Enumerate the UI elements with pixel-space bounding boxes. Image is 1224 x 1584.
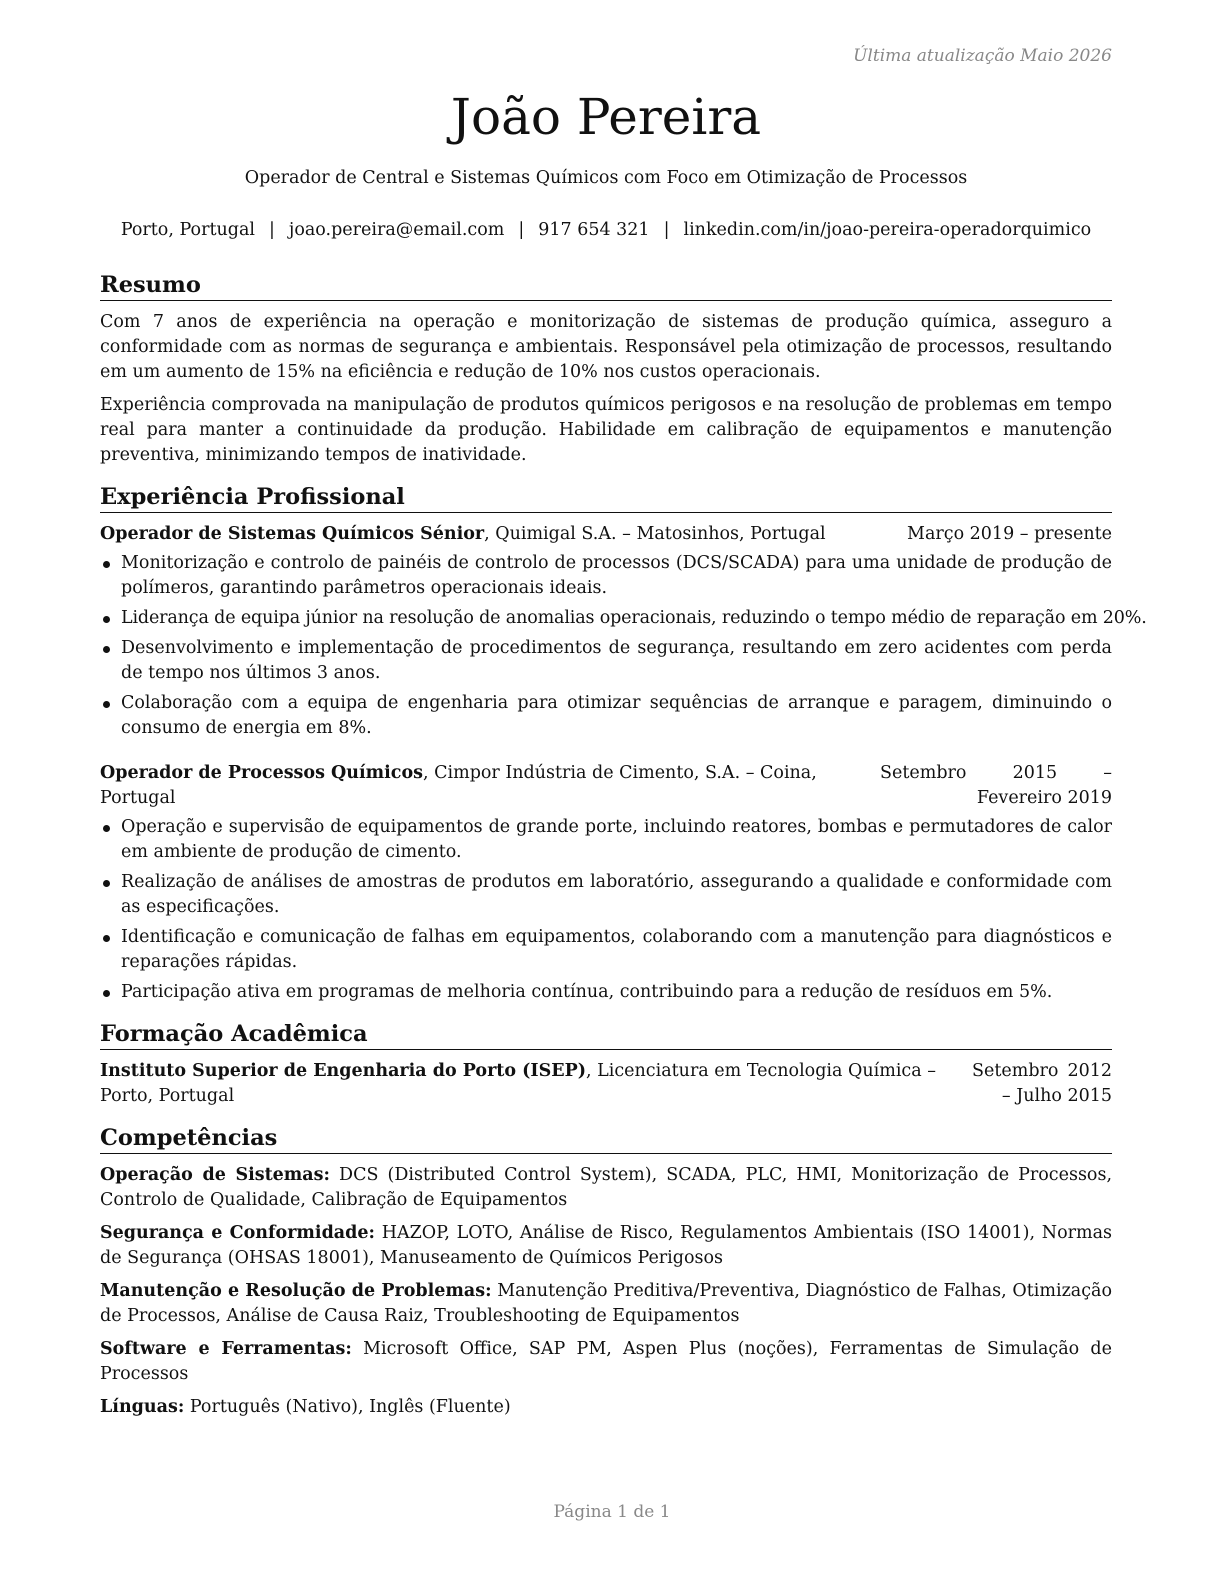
skill-value: Microsoft Office, SAP PM, Aspen Plus (noções), Ferramentas de Simulação de Processos [100, 1339, 1112, 1384]
section-title: Competências [100, 1123, 1112, 1154]
contact-phone: 917 654 321 [538, 220, 650, 240]
job-bullet: Participação ativa em programas de melhoria contínua, contribuindo para a redução de resíduos em 5%. [100, 980, 1112, 1005]
section-title: Formação Acadêmica [100, 1019, 1112, 1050]
summary-paragraph: Com 7 anos de experiência na operação e monitorização de sistemas de produção química, asseguro a conformidade com as normas de segurança e ambientais. Responsável pela otimização de processos, resultando em um aumento de 15% na eficiência e redução de 10% nos custos operacionais. [100, 312, 1112, 382]
skill-item [100, 1163, 1112, 1213]
candidate-headline: Operador de Central e Sistemas Químicos com Foco em Otimização de Processos [244, 168, 968, 188]
education-entry [100, 1059, 1112, 1109]
job-role: Operador de Processos Químicos [100, 763, 423, 783]
education-institution: Instituto Superior de Engenharia do Porto (ISEP) [100, 1061, 587, 1081]
section-title: Resumo [100, 270, 1112, 301]
job-bullet: Colaboração com a equipa de engenharia para otimizar sequências de arranque e paragem, diminuindo o consumo de energia em 8%. [100, 691, 1112, 741]
skill-item [100, 1337, 1112, 1387]
skill-item [100, 1279, 1112, 1329]
job-bullet: Identificação e comunicação de falhas em equipamentos, colaborando com a manutenção para diagnósticos e reparações rápidas. [100, 925, 1112, 975]
resume-page [100, 0, 1147, 1584]
contact-line [100, 218, 1112, 243]
skills-section [100, 1123, 1112, 1420]
job-entry [100, 522, 1147, 741]
job-header [100, 761, 1112, 811]
job-bullet: Monitorização e controlo de painéis de controlo de processos (DCS/SCADA) para uma unidade de produção de polímeros, garantindo parâmetros operacionais ideais. [100, 551, 1112, 601]
resume-body [100, 270, 1147, 1428]
education-details: , Licenciatura em Tecnologia Química – Porto, Portugal [100, 1061, 936, 1106]
contact-location: Porto, Portugal [120, 220, 255, 240]
job-bullet: Realização de análises de amostras de produtos em laboratório, assegurando a qualidade e conformidade com as especificações. [100, 870, 1112, 920]
skill-value: HAZOP, LOTO, Análise de Risco, Regulamentos Ambientais (ISO 14001), Normas de Segurança (OHSAS 18001), Manuseamento de Químicos Perigosos [100, 1223, 1112, 1268]
summary-section [100, 270, 1112, 468]
skill-label: Manutenção e Resolução de Problemas: [100, 1281, 492, 1301]
job-dates: Setembro 2015 – Fevereiro 2019 [880, 763, 1112, 808]
job-dates: Março 2019 – presente [907, 524, 1112, 544]
contact-separator: | [663, 220, 670, 240]
skill-item [100, 1395, 1112, 1420]
contact-separator: | [518, 220, 525, 240]
skill-value: Manutenção Preditiva/Preventiva, Diagnóstico de Falhas, Otimização de Processos, Análise de Causa Raiz, Troubleshooting de Equipamentos [100, 1281, 1112, 1326]
job-bullets [100, 551, 1147, 741]
skill-value: DCS (Distributed Control System), SCADA, PLC, HMI, Monitorização de Processos, Controlo de Qualidade, Calibração de Equipamentos [100, 1165, 1113, 1210]
experience-section [100, 482, 1147, 1005]
job-company: , Quimigal S.A. – Matosinhos, Portugal [484, 524, 826, 544]
contact-linkedin[interactable]: linkedin.com/in/joao-pereira-operadorquimico [683, 220, 1092, 240]
job-bullets [100, 815, 1112, 1005]
education-section [100, 1019, 1112, 1109]
job-role: Operador de Sistemas Químicos Sénior [100, 524, 485, 544]
job-company: , Cimpor Indústria de Cimento, S.A. – Coina, Portugal [100, 763, 817, 808]
last-updated: Última atualização Maio 2026 [853, 46, 1112, 66]
job-bullet: Liderança de equipa júnior na resolução de anomalias operacionais, reduzindo o tempo médio de reparação em 20%. [100, 606, 1112, 631]
contact-separator: | [268, 220, 275, 240]
skill-label: Software e Ferramentas: [100, 1339, 352, 1359]
job-bullet: Desenvolvimento e implementação de procedimentos de segurança, resultando em zero acidentes com perda de tempo nos últimos 3 anos. [100, 636, 1112, 686]
skill-label: Línguas: [100, 1397, 185, 1417]
skill-value: Português (Nativo), Inglês (Fluente) [184, 1397, 511, 1417]
section-title: Experiência Profissional [100, 482, 1112, 513]
job-bullet: Operação e supervisão de equipamentos de grande porte, incluindo reatores, bombas e permutadores de calor em ambiente de produção de cimento. [100, 815, 1112, 865]
education-line [100, 1059, 964, 1109]
contact-email[interactable]: joao.pereira@email.com [288, 220, 505, 240]
skill-label: Operação de Sistemas: [100, 1165, 330, 1185]
skill-item [100, 1221, 1112, 1271]
job-title-line [100, 761, 860, 811]
job-header [100, 522, 1112, 547]
education-dates: Setembro 2012 – Julho 2015 [972, 1061, 1112, 1106]
job-title-line [100, 522, 887, 547]
skill-label: Segurança e Conformidade: [100, 1223, 375, 1243]
job-entry [100, 761, 1112, 1005]
candidate-name: João Pereira [450, 88, 762, 146]
summary-paragraph: Experiência comprovada na manipulação de produtos químicos perigosos e na resolução de problemas em tempo real para manter a continuidade da produção. Habilidade em calibração de equipamentos e manutenção preventiva, minimizando tempos de inatividade. [100, 395, 1112, 465]
page-number: Página 1 de 1 [553, 1502, 671, 1522]
